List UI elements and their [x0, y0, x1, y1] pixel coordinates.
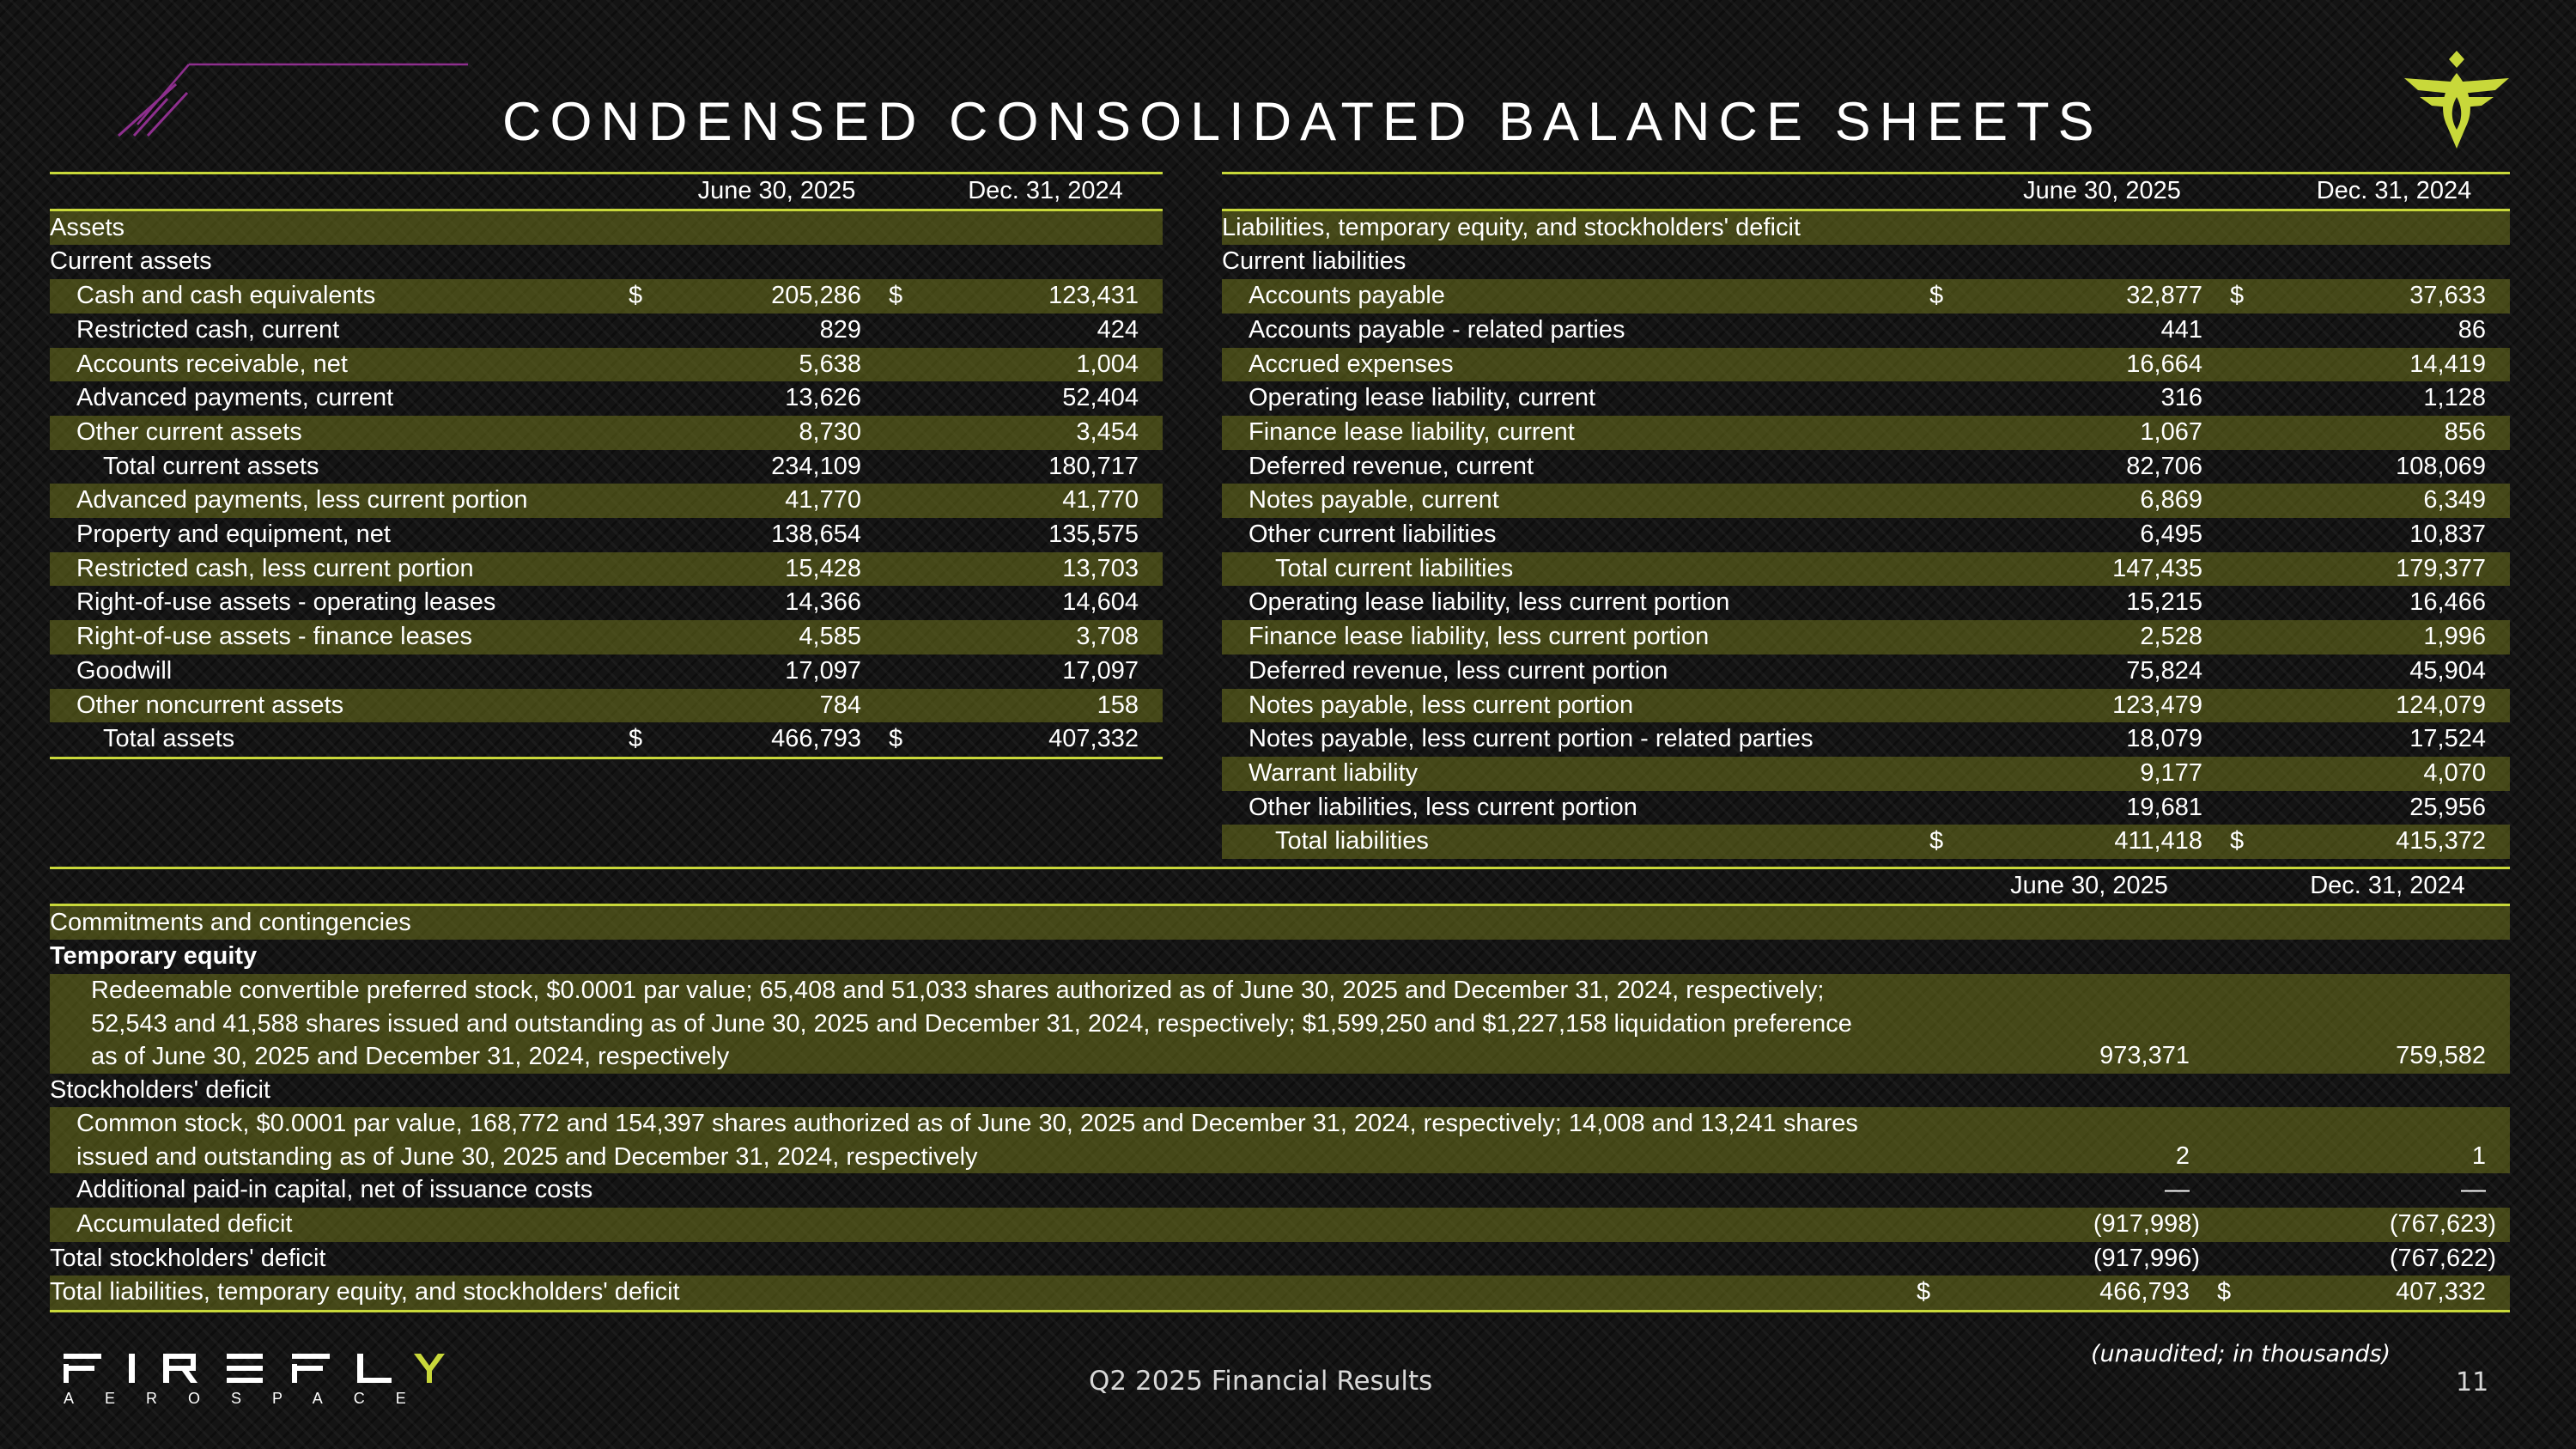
value-2024: 856	[2278, 416, 2510, 450]
currency-symbol	[625, 348, 668, 382]
row-label: Finance lease liability, less current portion	[1222, 620, 1926, 654]
row-label: Other noncurrent assets	[50, 689, 625, 723]
value-2025: 15,215	[2126, 588, 2202, 617]
value-2025: 234,109	[771, 452, 861, 480]
currency-symbol	[885, 416, 928, 450]
value-2024: 1,996	[2278, 620, 2510, 654]
value-2024: 135,575	[1048, 521, 1139, 549]
row-label: Finance lease liability, current	[1222, 416, 1926, 450]
value-2024: 1,128	[2423, 384, 2486, 412]
table-row	[50, 974, 2510, 1074]
currency-symbol	[1926, 518, 1978, 552]
currency-symbol	[1926, 484, 1978, 518]
value-2025: 316	[2160, 384, 2202, 412]
currency-symbol	[885, 518, 928, 552]
currency-symbol: $	[625, 722, 668, 758]
row-label: Total liabilities, temporary equity, and stockholders' deficit	[50, 1275, 1913, 1311]
value-2025: 205,286	[668, 279, 885, 314]
commitments-label: Commitments and contingencies	[50, 904, 2510, 940]
row-label: Restricted cash, less current portion	[50, 552, 625, 587]
value-2024: 14,604	[1062, 588, 1139, 617]
currency-symbol	[885, 620, 928, 654]
value-2025: 5,638	[668, 348, 885, 382]
value-2024: 37,633	[2278, 279, 2510, 314]
currency-symbol	[885, 586, 928, 620]
currency-symbol	[625, 450, 668, 484]
table-row	[50, 279, 1163, 314]
value-2025: 829	[819, 315, 861, 344]
currency-symbol: $	[2227, 279, 2278, 314]
currency-symbol	[885, 348, 928, 382]
currency-symbol: $	[885, 279, 928, 314]
value-2025: 32,877	[1978, 279, 2227, 314]
table-row-total	[1222, 825, 2510, 859]
value-2024: —	[2461, 1176, 2486, 1204]
value-2025: 6,495	[2140, 521, 2202, 549]
currency-symbol	[2227, 484, 2278, 518]
currency-symbol	[625, 381, 668, 416]
value-2024: 123,431	[928, 279, 1163, 314]
value-2025: (917,996)	[2093, 1244, 2200, 1272]
currency-symbol	[2227, 314, 2278, 348]
row-label: Goodwill	[76, 656, 173, 685]
currency-symbol	[2227, 348, 2278, 382]
column-header: June 30, 2025	[668, 174, 885, 210]
value-2024: 407,332	[2265, 1275, 2510, 1311]
currency-symbol	[1926, 689, 1978, 723]
currency-symbol	[1926, 757, 1978, 791]
value-2025: 16,664	[1978, 348, 2227, 382]
currency-symbol	[2227, 620, 2278, 654]
value-2025: 19,681	[2126, 793, 2202, 821]
row-label: Advanced payments, less current portion	[50, 484, 625, 518]
section-label: Liabilities, temporary equity, and stockholders' deficit	[1222, 210, 2510, 245]
table-row	[1222, 552, 2510, 587]
value-2025: 2,528	[1978, 620, 2227, 654]
value-2024: (767,622)	[2389, 1244, 2496, 1272]
column-header: June 30, 2025	[1965, 868, 2214, 905]
table-row	[50, 348, 1163, 382]
value-2025: 82,706	[2126, 452, 2202, 480]
currency-symbol: $	[2214, 1275, 2265, 1311]
row-label: Additional paid-in capital, net of issuance costs	[76, 1176, 593, 1204]
subsection-label: Current assets	[50, 247, 212, 276]
row-label: Operating lease liability, less current portion	[1249, 588, 1730, 617]
row-label: Other current liabilities	[1249, 521, 1497, 549]
value-2025: 138,654	[771, 521, 861, 549]
value-2024: (767,623)	[2265, 1208, 2510, 1242]
value-2025: 1,067	[1978, 416, 2227, 450]
value-2024: 1,004	[928, 348, 1163, 382]
currency-symbol	[885, 314, 928, 348]
currency-symbol	[2227, 450, 2278, 484]
currency-symbol	[1926, 552, 1978, 587]
value-2025: 6,869	[1978, 484, 2227, 518]
currency-symbol	[2227, 689, 2278, 723]
row-label: Total stockholders' deficit	[50, 1244, 326, 1272]
row-label: Notes payable, less current portion	[1222, 689, 1926, 723]
value-2025: 123,479	[1978, 689, 2227, 723]
column-header: Dec. 31, 2024	[2265, 868, 2510, 905]
table-row	[1222, 586, 2510, 620]
table-row	[50, 1208, 2510, 1242]
equity-header-row	[50, 868, 2510, 905]
value-2024: 407,332	[928, 722, 1163, 758]
currency-symbol	[2227, 722, 2278, 757]
value-2025: 8,730	[668, 416, 885, 450]
table-row	[1222, 620, 2510, 654]
value-2025: —	[2165, 1176, 2190, 1204]
decorative-lines	[103, 60, 472, 146]
currency-symbol	[625, 484, 668, 518]
value-2024: 10,837	[2409, 521, 2486, 549]
value-2024: 4,070	[2278, 757, 2510, 791]
value-2025: 4,585	[668, 620, 885, 654]
value-2025: 441	[2160, 315, 2202, 344]
currency-symbol	[625, 314, 668, 348]
table-row	[50, 450, 1163, 484]
aerospace-wordmark: AEROSPACE	[64, 1390, 437, 1407]
currency-symbol	[1926, 654, 1978, 689]
value-2024: 180,717	[1048, 452, 1139, 480]
currency-symbol	[2227, 381, 2278, 416]
table-row	[1222, 518, 2510, 552]
currency-symbol	[885, 689, 928, 723]
table-row	[1222, 791, 2510, 825]
value-2024: 52,404	[1062, 384, 1139, 412]
currency-symbol	[625, 654, 668, 689]
currency-symbol	[1926, 450, 1978, 484]
value-2025: 9,177	[1978, 757, 2227, 791]
table-row	[50, 381, 1163, 416]
currency-symbol	[885, 450, 928, 484]
currency-symbol	[2227, 757, 2278, 791]
table-row	[50, 1107, 2510, 1173]
row-label: Total current liabilities	[1222, 552, 1926, 587]
row-label: Accounts payable - related parties	[1249, 315, 1625, 344]
column-header: June 30, 2025	[1978, 174, 2227, 210]
row-label: Common stock, $0.0001 par value, 168,772 and 154,397 shares authorized as of June 30, 2025 and December 31, 2024, respectively; 14,008 and 13,241 shares issued and outstanding as of June 30, 2025 and December 31, 2024, respectively	[50, 1107, 1913, 1173]
unaudited-note: (unaudited; in thousands)	[2091, 1341, 2391, 1367]
currency-symbol	[625, 620, 668, 654]
liabilities-table	[1222, 172, 2510, 859]
firefly-logo-icon	[2401, 47, 2512, 155]
equity-table	[50, 867, 2510, 1312]
currency-symbol	[625, 518, 668, 552]
currency-symbol: $	[1926, 279, 1978, 314]
temporary-equity-label: Temporary equity	[50, 942, 258, 971]
value-2025: 75,824	[2126, 656, 2202, 685]
currency-symbol: $	[885, 722, 928, 758]
currency-symbol	[1926, 348, 1978, 382]
table-row	[50, 416, 1163, 450]
value-2025: 17,097	[785, 656, 861, 685]
value-2024: 6,349	[2278, 484, 2510, 518]
value-2024: 41,770	[928, 484, 1163, 518]
value-2025: 2	[1965, 1107, 2214, 1173]
table-row	[50, 620, 1163, 654]
table-row	[50, 1173, 2510, 1208]
table-row	[1222, 484, 2510, 518]
value-2024: 108,069	[2396, 452, 2486, 480]
currency-symbol	[885, 552, 928, 587]
currency-symbol	[625, 586, 668, 620]
currency-symbol	[1926, 314, 1978, 348]
row-label: Right-of-use assets - finance leases	[50, 620, 625, 654]
value-2025: 466,793	[1965, 1275, 2214, 1311]
value-2025: 973,371	[1965, 974, 2214, 1074]
value-2024: 13,703	[928, 552, 1163, 587]
currency-symbol	[625, 416, 668, 450]
currency-symbol	[2227, 586, 2278, 620]
value-2025: 466,793	[668, 722, 885, 758]
value-2025: 41,770	[668, 484, 885, 518]
table-row	[1222, 348, 2510, 382]
table-row	[1222, 722, 2510, 757]
liabilities-header-row	[1222, 174, 2510, 210]
footer-title: Q2 2025 Financial Results	[1089, 1366, 1433, 1397]
currency-symbol	[625, 689, 668, 723]
currency-symbol	[1926, 791, 1978, 825]
table-row-total	[50, 722, 1163, 758]
currency-symbol	[2227, 552, 2278, 587]
table-row	[1222, 689, 2510, 723]
value-2025: 14,366	[785, 588, 861, 617]
value-2024: 3,454	[928, 416, 1163, 450]
currency-symbol	[2227, 654, 2278, 689]
value-2024: 1	[2265, 1107, 2510, 1173]
value-2025: 147,435	[1978, 552, 2227, 587]
row-label: Other current assets	[50, 416, 625, 450]
currency-symbol	[2227, 416, 2278, 450]
table-row	[50, 518, 1163, 552]
table-row	[50, 689, 1163, 723]
table-row	[50, 552, 1163, 587]
value-2024: 158	[928, 689, 1163, 723]
row-label: Right-of-use assets - operating leases	[76, 588, 496, 617]
value-2024: 3,708	[928, 620, 1163, 654]
row-label: Notes payable, current	[1222, 484, 1926, 518]
subsection-label: Current liabilities	[1222, 247, 1406, 276]
value-2024: 17,524	[2409, 725, 2486, 753]
section-label: Assets	[50, 210, 1163, 245]
row-label: Deferred revenue, current	[1249, 452, 1534, 480]
row-label: Deferred revenue, less current portion	[1249, 656, 1668, 685]
row-label: Accounts receivable, net	[50, 348, 625, 382]
currency-symbol	[885, 654, 928, 689]
row-label: Warrant liability	[1222, 757, 1926, 791]
currency-symbol	[2227, 791, 2278, 825]
value-2025: 784	[668, 689, 885, 723]
value-2024: 86	[2458, 315, 2486, 344]
currency-symbol	[625, 552, 668, 587]
row-label: Total assets	[50, 722, 625, 758]
currency-symbol	[1926, 620, 1978, 654]
value-2025: (917,998)	[1965, 1208, 2214, 1242]
row-label: Advanced payments, current	[76, 384, 394, 412]
table-row	[1222, 450, 2510, 484]
table-row	[50, 654, 1163, 689]
value-2024: 45,904	[2409, 656, 2486, 685]
column-header: Dec. 31, 2024	[928, 174, 1163, 210]
table-row	[1222, 314, 2510, 348]
value-2024: 179,377	[2278, 552, 2510, 587]
table-row	[1222, 416, 2510, 450]
stockholders-deficit-label: Stockholders' deficit	[50, 1075, 270, 1104]
table-row	[50, 484, 1163, 518]
value-2024: 17,097	[1062, 656, 1139, 685]
table-row	[50, 1242, 2510, 1276]
currency-symbol	[885, 381, 928, 416]
value-2024: 124,079	[2278, 689, 2510, 723]
table-row	[1222, 654, 2510, 689]
row-label: Other liabilities, less current portion	[1249, 793, 1637, 821]
value-2025: 13,626	[785, 384, 861, 412]
value-2025: 18,079	[2126, 725, 2202, 753]
firefly-aerospace-logo	[62, 1349, 457, 1409]
row-label: Restricted cash, current	[76, 315, 340, 344]
table-row	[1222, 757, 2510, 791]
table-row	[50, 586, 1163, 620]
assets-table	[50, 172, 1163, 759]
row-label: Accumulated deficit	[50, 1208, 1913, 1242]
column-header: Dec. 31, 2024	[2278, 174, 2510, 210]
currency-symbol: $	[1913, 1275, 1965, 1311]
page-number: 11	[2456, 1367, 2489, 1397]
value-2024: 759,582	[2265, 974, 2510, 1074]
table-row-total	[50, 1275, 2510, 1311]
currency-symbol	[1926, 381, 1978, 416]
table-row	[1222, 279, 2510, 314]
value-2024: 16,466	[2409, 588, 2486, 617]
assets-header-row	[50, 174, 1163, 210]
currency-symbol	[1926, 416, 1978, 450]
currency-symbol	[1926, 586, 1978, 620]
row-label: Property and equipment, net	[76, 521, 391, 549]
row-label: Total current assets	[103, 452, 319, 480]
value-2024: 25,956	[2409, 793, 2486, 821]
currency-symbol	[2227, 518, 2278, 552]
value-2025: 15,428	[668, 552, 885, 587]
row-label: Redeemable convertible preferred stock, $0.0001 par value; 65,408 and 51,033 shares authorized as of June 30, 2025 and December 31, 2024, respectively; 52,543 and 41,588 shares issued and outstanding as of June 30, 2025 and December 31, 2024, respectively; $1,599,250 and $1,227,158 liquidation preference as of June 30, 2025 and December 31, 2024, respectively	[50, 974, 1913, 1074]
currency-symbol: $	[1926, 825, 1978, 859]
row-label: Accrued expenses	[1222, 348, 1926, 382]
row-label: Accounts payable	[1222, 279, 1926, 314]
value-2024: 14,419	[2278, 348, 2510, 382]
row-label: Total liabilities	[1222, 825, 1926, 859]
table-row	[1222, 381, 2510, 416]
currency-symbol: $	[625, 279, 668, 314]
currency-symbol: $	[2227, 825, 2278, 859]
row-label: Operating lease liability, current	[1249, 384, 1596, 412]
value-2024: 424	[1097, 315, 1139, 344]
value-2025: 411,418	[1978, 825, 2227, 859]
page-title: CONDENSED CONSOLIDATED BALANCE SHEETS	[502, 92, 2103, 152]
row-label: Notes payable, less current portion - related parties	[1249, 725, 1814, 753]
value-2024: 415,372	[2278, 825, 2510, 859]
currency-symbol	[1926, 722, 1978, 757]
row-label: Cash and cash equivalents	[50, 279, 625, 314]
currency-symbol	[885, 484, 928, 518]
table-row	[50, 314, 1163, 348]
